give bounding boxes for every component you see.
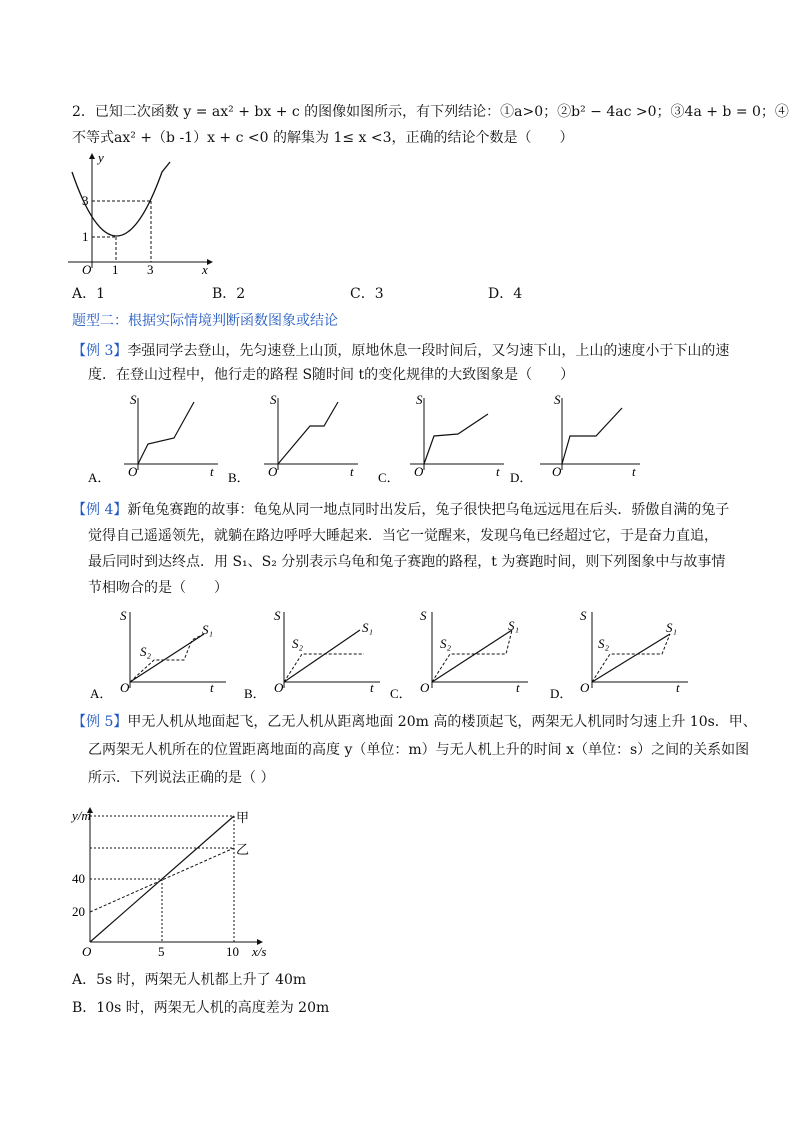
ex3-graph-b bbox=[228, 392, 368, 484]
ex5-y-label: y/m bbox=[72, 808, 91, 823]
svg-text:O: O bbox=[268, 464, 278, 479]
svg-text:S: S bbox=[420, 608, 427, 623]
q2-origin: O bbox=[82, 262, 92, 276]
q2-option-d: D．4 bbox=[488, 286, 523, 302]
ex5-graph bbox=[66, 804, 276, 960]
ex3-option-b: B． bbox=[228, 470, 250, 484]
ex4-graph-c bbox=[388, 604, 538, 700]
ex5-xtick-5: 5 bbox=[158, 944, 165, 959]
q2-line-1: 2．已知二次函数 y = ax² + bx + c 的图像如图所示，有下列结论：①a>0；②b² − 4ac >0；③4a + b = 0；④ bbox=[72, 104, 789, 120]
ex4-option-c: C． bbox=[390, 686, 412, 700]
q2-xtick-3: 3 bbox=[147, 262, 154, 276]
svg-text:S: S bbox=[416, 392, 423, 407]
ex3-graph-a bbox=[88, 392, 228, 484]
ex4-line-2: 觉得自己遥遥领先，就躺在路边呼呼大睡起来．当它一觉醒来，发现乌龟已经超过它，于是奋力直追， bbox=[88, 528, 718, 544]
svg-text:O: O bbox=[128, 464, 138, 479]
svg-text:O: O bbox=[420, 680, 430, 695]
svg-text:t: t bbox=[516, 680, 520, 695]
ex3-option-c: C． bbox=[378, 470, 400, 484]
ex5-option-b: B．10s 时，两架无人机的高度差为 20m bbox=[72, 1000, 330, 1016]
ex3-option-d: D． bbox=[510, 470, 533, 484]
ex5-line-3: 所示．下列说法正确的是（ ） bbox=[88, 770, 275, 786]
ex5-ytick-20: 20 bbox=[72, 904, 85, 919]
ex4-line-4: 节相吻合的是（ ） bbox=[88, 580, 228, 596]
ex5-option-a: A．5s 时，两架无人机都上升了 40m bbox=[72, 972, 307, 988]
ex5-line-2: 乙两架无人机所在的位置距离地面的高度 y（单位：m）与无人机上升的时间 x（单位：s）之间的关系如图 bbox=[88, 742, 750, 758]
svg-text:t: t bbox=[350, 464, 354, 479]
ex5-tag: 【例 5】 bbox=[72, 714, 128, 730]
ex4-option-a: A． bbox=[90, 686, 113, 700]
q2-ytick-1: 1 bbox=[82, 229, 89, 244]
ex5-xtick-10: 10 bbox=[226, 944, 239, 959]
svg-text:t: t bbox=[496, 464, 500, 479]
svg-text:S: S bbox=[580, 608, 587, 623]
svg-text:S: S bbox=[270, 392, 277, 407]
svg-text:S₂: S₂ bbox=[292, 636, 304, 651]
ex5-origin: O bbox=[82, 944, 92, 959]
q2-line-2: 不等式ax² +（b -1）x + c <0 的解集为 1≤ x <3，正确的结论个数是（ ） bbox=[72, 130, 574, 146]
q2-option-b: B．2 bbox=[212, 286, 246, 302]
ex3-graph-c bbox=[378, 392, 518, 484]
svg-text:S: S bbox=[130, 392, 137, 407]
ex4-line-1: 新龟兔赛跑的故事：龟兔从同一地点同时出发后，兔子很快把乌龟远远甩在后头．骄傲自满的兔子 bbox=[127, 502, 730, 518]
svg-text:S: S bbox=[120, 608, 127, 623]
ex5-x-label: x/s bbox=[252, 944, 267, 959]
ex3-line-2: 度．在登山过程中，他行走的路程 S随时间 t的变化规律的大致图象是（ ） bbox=[88, 367, 575, 383]
ex4-option-d: D． bbox=[550, 686, 573, 700]
ex3-tag: 【例 3】 bbox=[72, 343, 128, 359]
ex3-line-1: 李强同学去登山，先匀速登上山顶，原地休息一段时间后，又匀速下山，上山的速度小于下山的速 bbox=[127, 343, 730, 359]
q2-ytick-3: 3 bbox=[82, 193, 89, 208]
ex5-label-jia: 甲 bbox=[236, 810, 250, 825]
q2-x-label: x bbox=[202, 262, 208, 276]
section-2-title: 题型二：根据实际情境判断函数图象或结论 bbox=[72, 313, 338, 329]
svg-text:t: t bbox=[210, 680, 214, 695]
ex4-option-b: B． bbox=[244, 686, 266, 700]
ex3-option-a: A． bbox=[88, 470, 111, 484]
svg-text:S₂: S₂ bbox=[440, 636, 452, 651]
q2-option-c: C．3 bbox=[350, 286, 384, 302]
ex4-graph-d bbox=[548, 604, 698, 700]
q2-parabola-graph bbox=[62, 150, 222, 276]
svg-text:S₁: S₁ bbox=[666, 620, 678, 635]
ex4-line-3: 最后同时到达终点．用 S₁、S₂ 分别表示乌龟和兔子赛跑的路程，t 为赛跑时间，则下列图象中与故事情 bbox=[88, 554, 726, 570]
svg-text:S₁: S₁ bbox=[362, 620, 374, 635]
svg-text:O: O bbox=[120, 680, 130, 695]
q2-option-a: A．1 bbox=[72, 286, 106, 302]
svg-text:O: O bbox=[552, 464, 562, 479]
svg-text:S₂: S₂ bbox=[598, 636, 610, 651]
ex5-label-yi: 乙 bbox=[236, 842, 250, 857]
ex5-ytick-40: 40 bbox=[72, 871, 85, 886]
svg-text:t: t bbox=[676, 680, 680, 695]
q2-xtick-1: 1 bbox=[112, 262, 119, 276]
ex4-graph-b bbox=[242, 604, 392, 700]
ex4-tag: 【例 4】 bbox=[72, 502, 128, 518]
ex3-graph-d bbox=[510, 392, 650, 484]
svg-text:S₂: S₂ bbox=[140, 644, 152, 659]
svg-text:S₁: S₁ bbox=[202, 622, 214, 637]
svg-text:S₁: S₁ bbox=[508, 618, 520, 633]
svg-text:O: O bbox=[580, 680, 590, 695]
ex4-graph-a bbox=[88, 604, 238, 700]
ex5-line-1: 甲无人机从地面起飞，乙无人机从距离地面 20m 高的楼顶起飞，两架无人机同时匀速上升 10s．甲、 bbox=[127, 714, 757, 730]
svg-text:O: O bbox=[274, 680, 284, 695]
svg-text:t: t bbox=[632, 464, 636, 479]
q2-y-label: y bbox=[98, 150, 104, 165]
svg-text:t: t bbox=[370, 680, 374, 695]
svg-text:O: O bbox=[414, 464, 424, 479]
svg-text:S: S bbox=[274, 608, 281, 623]
svg-text:t: t bbox=[210, 464, 214, 479]
svg-text:S: S bbox=[554, 392, 561, 407]
